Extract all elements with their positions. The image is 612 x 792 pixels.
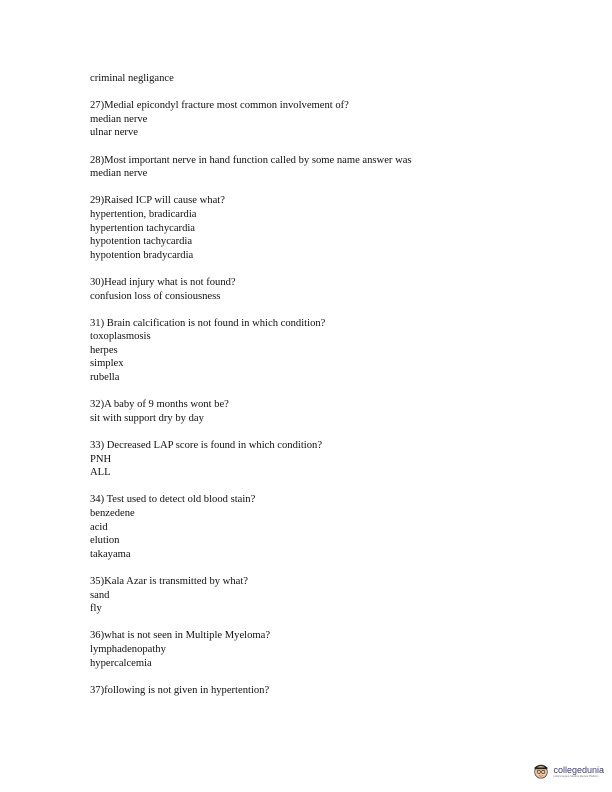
- answer-option: median nerve: [90, 113, 148, 125]
- collegedunia-logo: [532, 762, 604, 780]
- question-37: 37)following is not given in hypertention?: [90, 684, 270, 696]
- question-28: 28)Most important nerve in hand function called by some name answer was: [90, 154, 412, 166]
- answer-option: elution: [90, 535, 120, 547]
- answer-option: benzedene: [90, 508, 135, 519]
- question-33: 33) Decreased LAP score is found in which condition?: [90, 440, 323, 452]
- answer-option: toxoplasmosis: [90, 331, 151, 343]
- answer-option: takayama: [90, 548, 131, 560]
- text-line: criminal negligance: [90, 73, 174, 84]
- page-body: [90, 72, 550, 697]
- answer-option: median nerve: [90, 168, 148, 180]
- student-mascot-icon: [532, 762, 550, 780]
- logo-tagline: India's largest Student Review Platform: [553, 774, 599, 778]
- answer-option: hypertention tachycardia: [90, 222, 196, 234]
- answer-option: herpes: [90, 344, 118, 356]
- answer-option: hypertention, bradicardia: [90, 208, 197, 220]
- answer-option: fly: [90, 603, 102, 615]
- answer-option: confusion loss of consiousness: [90, 290, 221, 302]
- question-29: 29)Raised ICP will cause what?: [90, 195, 225, 207]
- answer-option: hypercalcemia: [90, 657, 152, 669]
- answer-option: rubella: [90, 372, 120, 384]
- question-31: 31) Brain calcification is not found in which condition?: [90, 317, 326, 329]
- answer-option: PNH: [90, 453, 112, 465]
- answer-option: hypotention tachycardia: [90, 236, 193, 248]
- question-30: 30)Head injury what is not found?: [90, 276, 236, 288]
- question-32: 32)A baby of 9 months wont be?: [90, 399, 229, 411]
- answer-option: acid: [90, 521, 108, 533]
- answer-option: hypotention bradycardia: [90, 249, 194, 261]
- question-35: 35)Kala Azar is transmitted by what?: [90, 575, 248, 587]
- question-34: 34) Test used to detect old blood stain?: [90, 494, 256, 506]
- question-36: 36)what is not seen in Multiple Myeloma?: [90, 630, 271, 642]
- logo-name: collegedunia: [553, 764, 604, 775]
- answer-option: sit with support dry by day: [90, 412, 204, 424]
- answer-option: ALL: [90, 467, 111, 479]
- answer-option: lymphadenopathy: [90, 643, 166, 655]
- answer-option: simplex: [90, 358, 124, 370]
- answer-option: sand: [90, 589, 110, 601]
- answer-option: ulnar nerve: [90, 127, 138, 139]
- question-27: 27)Medial epicondyl fracture most common involvement of?: [90, 100, 349, 112]
